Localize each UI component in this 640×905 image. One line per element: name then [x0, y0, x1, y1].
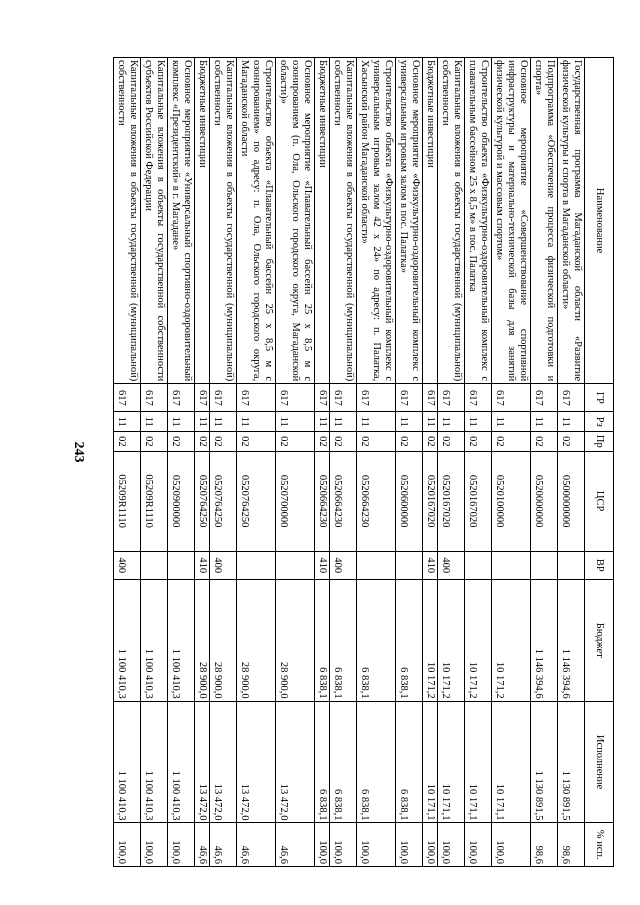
- cell-budget: 1 100 410,3: [168, 579, 195, 701]
- cell-budget: 10 171,2: [492, 579, 531, 701]
- cell-vr: 400: [330, 551, 357, 579]
- cell-pr: 02: [195, 432, 210, 452]
- cell-csr: 0520700000: [276, 451, 315, 551]
- cell-execution: 13 472,0: [276, 701, 315, 823]
- cell-percent: 100,0: [438, 823, 465, 867]
- cell-budget: 28 900,0: [195, 579, 210, 701]
- cell-rz: 11: [531, 412, 558, 432]
- cell-percent: 46,6: [210, 823, 237, 867]
- cell-gr: 617: [531, 384, 558, 412]
- cell-budget: 10 171,2: [465, 579, 492, 701]
- cell-pr: 02: [330, 432, 357, 452]
- cell-rz: 11: [330, 412, 357, 432]
- table-row: [210, 58, 237, 867]
- cell-pr: 02: [438, 432, 465, 452]
- cell-pr: 02: [276, 432, 315, 452]
- cell-rz: 11: [141, 412, 168, 432]
- cell-csr: 0520100000: [492, 451, 531, 551]
- cell-gr: 617: [438, 384, 465, 412]
- cell-pr: 02: [141, 432, 168, 452]
- cell-vr: [357, 551, 396, 579]
- cell-budget: 10 171,2: [423, 579, 438, 701]
- cell-gr: 617: [210, 384, 237, 412]
- table-row: [276, 58, 315, 867]
- cell-name: Бюджетные инвестиции: [195, 58, 210, 384]
- cell-gr: 617: [114, 384, 141, 412]
- cell-vr: [465, 551, 492, 579]
- cell-vr: [531, 551, 558, 579]
- cell-percent: 100,0: [168, 823, 195, 867]
- cell-csr: 05209R1110: [141, 451, 168, 551]
- cell-pr: 02: [558, 432, 585, 452]
- header-rz: Рз: [585, 412, 614, 432]
- cell-rz: 11: [558, 412, 585, 432]
- cell-name: Основное мероприятие «Совершенствование спортивной инфраструктуры и материально-технической базы для занятий физической культурой и массовым спортом»: [492, 58, 531, 384]
- cell-execution: 10 171,1: [438, 701, 465, 823]
- cell-name: Капитальные вложения в объекты государственной собственности субъектов Российской Федерации: [141, 58, 168, 384]
- cell-percent: 46,6: [237, 823, 276, 867]
- header-pr: Пр: [585, 432, 614, 452]
- cell-name: Основное мероприятие «Физкультурно-оздоровительный комплекс с универсальным игровым залом в пос. Палатка»: [396, 58, 423, 384]
- cell-name: Основное мероприятие «Универсальный спортивно-оздоровительный комплекс «Президентский» в г. Магадане»: [168, 58, 195, 384]
- cell-percent: 100,0: [465, 823, 492, 867]
- cell-percent: 100,0: [357, 823, 396, 867]
- cell-csr: 0520664230: [315, 451, 330, 551]
- cell-csr: 0520167020: [423, 451, 438, 551]
- cell-pr: 02: [531, 432, 558, 452]
- cell-percent: 100,0: [423, 823, 438, 867]
- cell-csr: 0520664230: [330, 451, 357, 551]
- cell-name: Строительство объекта «Плавательный бассейн 25 х 8,5 м с озонированием» по адресу: п. Ола, Ольского городского округа, Магаданской области: [237, 58, 276, 384]
- table-row: [330, 58, 357, 867]
- header-execution: Исполнение: [585, 701, 614, 823]
- cell-percent: 100,0: [114, 823, 141, 867]
- table-row: [423, 58, 438, 867]
- cell-gr: 617: [315, 384, 330, 412]
- table-row: [357, 58, 396, 867]
- cell-vr: 410: [315, 551, 330, 579]
- cell-percent: 46,6: [195, 823, 210, 867]
- table-row: [114, 58, 141, 867]
- table-row: [168, 58, 195, 867]
- table-row: [465, 58, 492, 867]
- table-header-row: [585, 58, 614, 867]
- cell-vr: 400: [114, 551, 141, 579]
- cell-execution: 10 171,1: [423, 701, 438, 823]
- cell-percent: 100,0: [396, 823, 423, 867]
- table-row: [438, 58, 465, 867]
- cell-name: Капитальные вложения в объекты государственной (муниципальной) собственности: [330, 58, 357, 384]
- cell-name: Капитальные вложения в объекты государственной (муниципальной) собственности: [114, 58, 141, 384]
- cell-name: Капитальные вложения в объекты государственной (муниципальной) собственности: [438, 58, 465, 384]
- cell-percent: 100,0: [315, 823, 330, 867]
- cell-vr: 400: [210, 551, 237, 579]
- cell-gr: 617: [330, 384, 357, 412]
- header-percent: % исп.: [585, 823, 614, 867]
- cell-csr: 0520000000: [531, 451, 558, 551]
- cell-csr: 0520600000: [396, 451, 423, 551]
- cell-name: Капитальные вложения в объекты государственной (муниципальной) собственности: [210, 58, 237, 384]
- table-row: [141, 58, 168, 867]
- cell-pr: 02: [210, 432, 237, 452]
- cell-execution: 6 838,1: [330, 701, 357, 823]
- cell-budget: 1 100 410,3: [114, 579, 141, 701]
- cell-vr: [558, 551, 585, 579]
- cell-gr: 617: [195, 384, 210, 412]
- cell-execution: 6 838,1: [315, 701, 330, 823]
- cell-rz: 11: [237, 412, 276, 432]
- cell-budget: 6 838,1: [330, 579, 357, 701]
- header-budget: Бюджет: [585, 579, 614, 701]
- cell-percent: 100,0: [330, 823, 357, 867]
- table-row: [195, 58, 210, 867]
- cell-pr: 02: [492, 432, 531, 452]
- cell-budget: 1 146 394,6: [531, 579, 558, 701]
- cell-rz: 11: [438, 412, 465, 432]
- cell-csr: 0520764250: [195, 451, 210, 551]
- cell-execution: 10 171,1: [492, 701, 531, 823]
- cell-csr: 0500000000: [558, 451, 585, 551]
- cell-pr: 02: [423, 432, 438, 452]
- cell-percent: 98,6: [558, 823, 585, 867]
- cell-gr: 617: [276, 384, 315, 412]
- cell-vr: [396, 551, 423, 579]
- cell-budget: 10 171,2: [438, 579, 465, 701]
- cell-gr: 617: [465, 384, 492, 412]
- cell-name: Строительство объекта «Физкультурно-оздоровительный комплекс с плавательным бассейном 25 х 8,5 м» в пос. Палатка: [465, 58, 492, 384]
- table-row: [531, 58, 558, 867]
- cell-gr: 617: [558, 384, 585, 412]
- cell-pr: 02: [465, 432, 492, 452]
- cell-name: Бюджетные инвестиции: [315, 58, 330, 384]
- cell-execution: 1 130 891,5: [558, 701, 585, 823]
- cell-pr: 02: [357, 432, 396, 452]
- table-row: [237, 58, 276, 867]
- cell-rz: 11: [315, 412, 330, 432]
- cell-gr: 617: [423, 384, 438, 412]
- cell-vr: [168, 551, 195, 579]
- cell-percent: 98,6: [531, 823, 558, 867]
- cell-execution: 13 472,0: [237, 701, 276, 823]
- cell-execution: 1 100 410,3: [168, 701, 195, 823]
- cell-csr: 0520764250: [210, 451, 237, 551]
- header-gr: ГР: [585, 384, 614, 412]
- cell-percent: 46,6: [276, 823, 315, 867]
- cell-rz: 11: [396, 412, 423, 432]
- cell-execution: 6 838,1: [357, 701, 396, 823]
- cell-gr: 617: [492, 384, 531, 412]
- cell-pr: 02: [396, 432, 423, 452]
- cell-gr: 617: [168, 384, 195, 412]
- cell-vr: 410: [195, 551, 210, 579]
- cell-execution: 13 472,0: [195, 701, 210, 823]
- cell-rz: 11: [423, 412, 438, 432]
- cell-gr: 617: [237, 384, 276, 412]
- budget-table: [113, 57, 614, 867]
- cell-execution: 1 100 410,3: [141, 701, 168, 823]
- cell-csr: 0520900000: [168, 451, 195, 551]
- cell-budget: 28 900,0: [210, 579, 237, 701]
- cell-vr: [141, 551, 168, 579]
- header-csr: ЦСР: [585, 451, 614, 551]
- table-row: [315, 58, 330, 867]
- cell-gr: 617: [396, 384, 423, 412]
- cell-vr: 410: [423, 551, 438, 579]
- cell-name: Государственная программа Магаданской области «Развитие физической культуры и спорта в Магаданской области»: [558, 58, 585, 384]
- cell-percent: 100,0: [492, 823, 531, 867]
- cell-execution: 1 100 410,3: [114, 701, 141, 823]
- cell-csr: 0520167020: [438, 451, 465, 551]
- cell-name: Основное мероприятие «Плавательный бассейн 25 х 8,5 м с озонированием (п. Ола, Ольского городского округа, Магаданской области)»: [276, 58, 315, 384]
- page-number: 243: [71, 441, 86, 463]
- cell-budget: 6 838,1: [315, 579, 330, 701]
- cell-csr: 0520664230: [357, 451, 396, 551]
- cell-budget: 1 146 394,6: [558, 579, 585, 701]
- cell-vr: [237, 551, 276, 579]
- cell-name: Бюджетные инвестиции: [423, 58, 438, 384]
- cell-budget: 28 900,0: [276, 579, 315, 701]
- cell-pr: 02: [237, 432, 276, 452]
- cell-execution: 10 171,1: [465, 701, 492, 823]
- cell-execution: 13 472,0: [210, 701, 237, 823]
- cell-execution: 1 130 891,5: [531, 701, 558, 823]
- cell-rz: 11: [195, 412, 210, 432]
- header-name: Наименование: [585, 58, 614, 384]
- cell-gr: 617: [141, 384, 168, 412]
- cell-pr: 02: [315, 432, 330, 452]
- cell-vr: 400: [438, 551, 465, 579]
- table-row: [492, 58, 531, 867]
- cell-rz: 11: [276, 412, 315, 432]
- cell-budget: 1 100 410,3: [141, 579, 168, 701]
- header-vr: ВР: [585, 551, 614, 579]
- cell-csr: 05209R1110: [114, 451, 141, 551]
- cell-rz: 11: [492, 412, 531, 432]
- cell-rz: 11: [465, 412, 492, 432]
- table-container: [100, 57, 614, 867]
- cell-csr: 0520167020: [465, 451, 492, 551]
- cell-vr: [276, 551, 315, 579]
- cell-percent: 100,0: [141, 823, 168, 867]
- cell-rz: 11: [168, 412, 195, 432]
- cell-budget: 28 900,0: [237, 579, 276, 701]
- cell-name: Подпрограмма «Обеспечение процесса физической подготовки и спорта»: [531, 58, 558, 384]
- cell-execution: 6 838,1: [396, 701, 423, 823]
- cell-pr: 02: [168, 432, 195, 452]
- cell-budget: 6 838,1: [357, 579, 396, 701]
- cell-rz: 11: [210, 412, 237, 432]
- cell-rz: 11: [357, 412, 396, 432]
- cell-gr: 617: [357, 384, 396, 412]
- cell-name: Строительство объекта «Физкультурно-оздоровительный комплекс с универсальным игровым залом 42 х 24» по адресу: п. Палатка, Хасынский район Магаданской области»: [357, 58, 396, 384]
- cell-vr: [492, 551, 531, 579]
- cell-rz: 11: [114, 412, 141, 432]
- cell-budget: 6 838,1: [396, 579, 423, 701]
- table-row: [396, 58, 423, 867]
- cell-pr: 02: [114, 432, 141, 452]
- cell-csr: 0520764250: [237, 451, 276, 551]
- table-row: [558, 58, 585, 867]
